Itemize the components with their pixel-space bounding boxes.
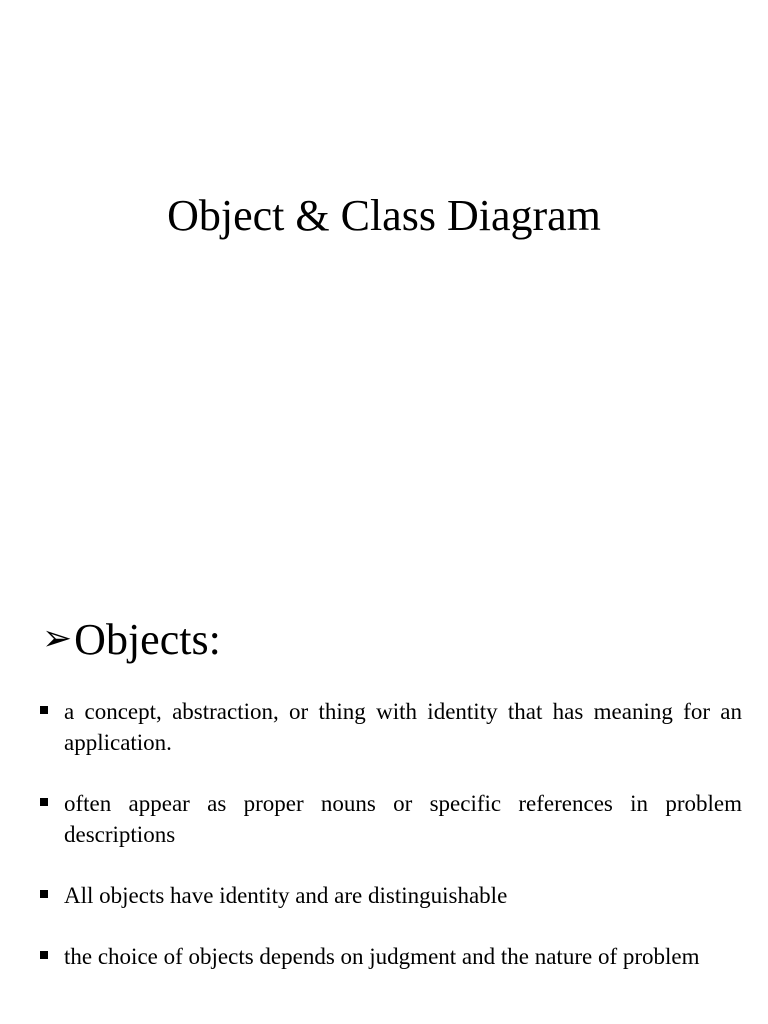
section-heading (42, 612, 221, 666)
list-item (40, 941, 742, 972)
square-bullet-icon (40, 890, 48, 898)
bullet-text: often appear as proper nouns or specific references in problem descriptions (64, 791, 742, 847)
list-item (40, 788, 742, 850)
bullet-text: a concept, abstraction, or thing with identity that has meaning for an application. (64, 699, 742, 755)
square-bullet-icon (40, 951, 48, 959)
list-item (40, 880, 742, 911)
square-bullet-icon (40, 798, 48, 806)
slide-title: Object & Class Diagram (167, 191, 601, 240)
bullet-text: the choice of objects depends on judgment and the nature of problem (64, 944, 700, 969)
bullet-list (40, 696, 742, 972)
square-bullet-icon (40, 706, 48, 714)
bullet-text: All objects have identity and are distinguishable (64, 883, 508, 908)
section-heading-label: Objects: (74, 615, 221, 664)
arrow-right-icon: ➢ (42, 618, 73, 658)
list-item (40, 696, 742, 758)
